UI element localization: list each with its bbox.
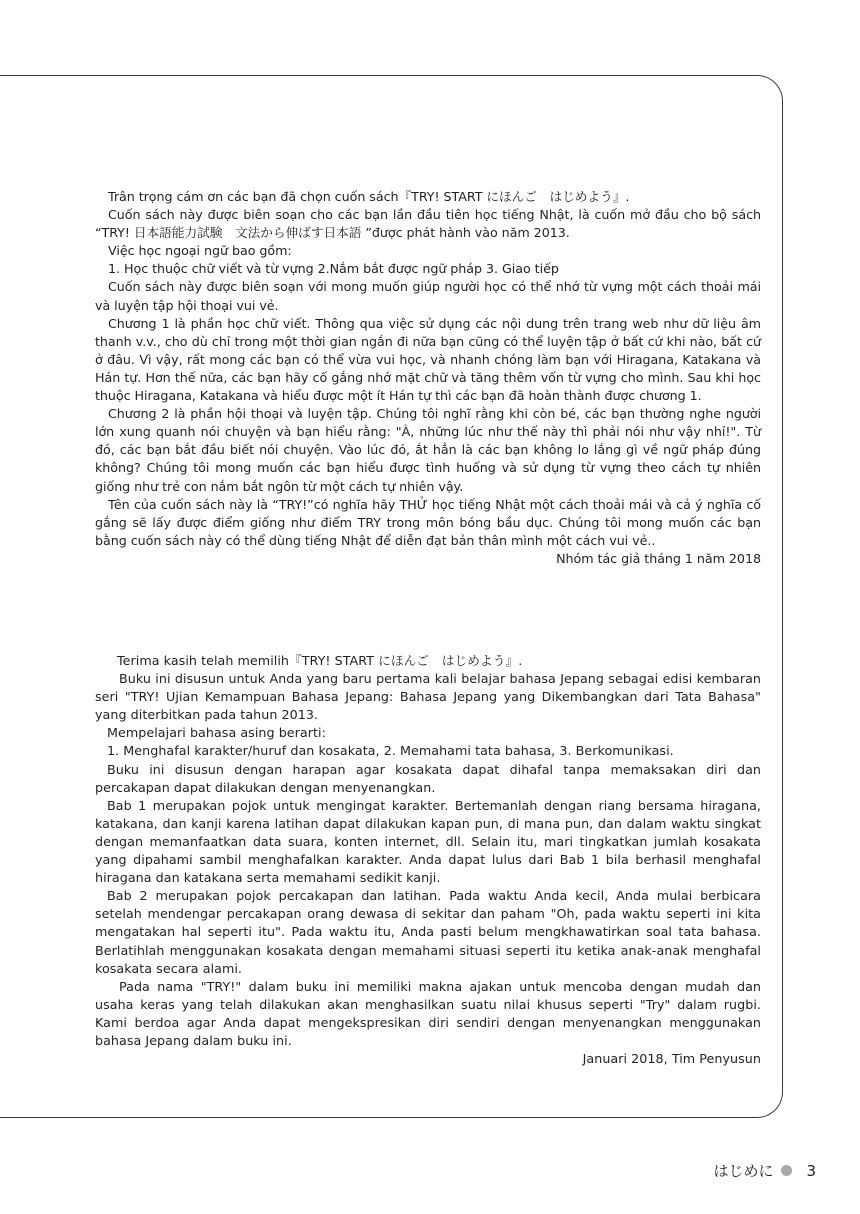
- preface-paragraph: Chương 1 là phần học chữ viết. Thông qua việc sử dụng các nội dung trên trang web như dữ liệu âm thanh v.v., cho dù chỉ trong một thời gian ngắn đi nữa bạn cũng có thể luyện tập ở bất cứ khi nào, bất cứ ở đâu. Vì vậy, rất mong các bạn có thể vừa vui học, và nhanh chóng làm bạn với Hiragana, Katakana và Hán tự. Hơn thế nữa, các bạn hãy cố gắng nhớ mặt chữ và tăng thêm vốn từ vựng cho mình. Sau khi học thuộc Hiragana, Katakana và hiểu được một ít Hán tự thì các bạn đã hoàn thành được chương 1.: [95, 315, 761, 404]
- preface-paragraph: Việc học ngoại ngữ bao gồm:: [108, 243, 292, 259]
- preface-paragraph: Buku ini disusun dengan harapan agar kosakata dapat dihafal tanpa memaksakan diri dan percakapan dapat dilakukan dengan menyenangkan.: [95, 761, 761, 795]
- preface-paragraph: Tên của cuốn sách này là “TRY!”có nghĩa hãy THỬ học tiếng Nhật một cách thoải mái và cả ý nghĩa cố gắng sẽ lấy được điểm giống như điểm TRY trong môn bóng bầu dục. Chúng tôi mong muốn các bạn bằng cuốn sách này có thể dùng tiếng Nhật để diễn đạt bản thân mình một cách vui vẻ..: [95, 496, 761, 548]
- indonesian-preface: [95, 652, 761, 1068]
- preface-paragraph: Chương 2 là phần hội thoại và luyện tập. Chúng tôi nghĩ rằng khi còn bé, các bạn thường nghe người lớn xung quanh nói chuyện và bạn hiểu rằng: "À, những lúc như thế này thì phải nói như vậy nhỉ!". Từ đó, các bạn bắt đầu biết nói chuyện. Vào lúc đó, ắt hẳn là các bạn không lo lắng gì về ngữ pháp đúng không? Chúng tôi mong muốn các bạn hiểu được tình huống và sử dụng từ vựng theo cách tự nhiên giống như trẻ con nắm bắt ngôn từ một cách tự nhiên vậy.: [95, 406, 761, 494]
- preface-list: 1. Menghafal karakter/huruf dan kosakata, 2. Memahami tata bahasa, 3. Berkomunikasi.: [107, 743, 674, 759]
- vietnamese-preface: [95, 188, 761, 568]
- preface-paragraph: Pada nama "TRY!" dalam buku ini memiliki makna ajakan untuk mencoba dengan mudah dan usaha keras yang telah dilakukan akan menghasilkan suatu nilai khusus seperti "Try" dalam rugbi. Kami berdoa agar Anda dapat mengekspresikan diri sendiri dengan menyenangkan menggunakan bahasa Jepang dalam buku ini.: [95, 978, 761, 1048]
- preface-signature: Januari 2018, Tim Penyusun: [582, 1051, 761, 1067]
- section-title: はじめに: [713, 1162, 774, 1180]
- preface-paragraph: Mempelajari bahasa asing berarti:: [107, 725, 326, 741]
- preface-paragraph: Buku ini disusun untuk Anda yang baru pertama kali belajar bahasa Jepang sebagai edisi kembaran seri "TRY! Ujian Kemampuan Bahasa Jepang: Bahasa Jepang yang Dikembangkan dari Tata Bahasa" yang diterbitkan pada tahun 2013.: [95, 671, 761, 723]
- preface-paragraph: Terima kasih telah memilih『TRY! START にほんご はじめよう』.: [117, 653, 523, 668]
- preface-paragraph: Cuốn sách này được biên soạn với mong muốn giúp người học có thể nhớ từ vựng một cách thoải mái và luyện tập hội thoại vui vẻ.: [95, 279, 761, 313]
- preface-list: 1. Học thuộc chữ viết và từ vựng 2.Nắm bắt được ngữ pháp 3. Giao tiếp: [108, 261, 559, 277]
- preface-paragraph: Trân trọng cám ơn các bạn đã chọn cuốn sách『TRY! START にほんご はじめよう』.: [108, 189, 630, 204]
- preface-signature: Nhóm tác giả tháng 1 năm 2018: [556, 550, 761, 566]
- page-footer: [713, 1160, 816, 1181]
- preface-paragraph: Bab 2 merupakan pojok percakapan dan latihan. Pada waktu Anda kecil, Anda mulai berbicara setelah mendengar percakapan orang dewasa di sekitar dan paham "Oh, pada waktu seperti ini kita mengatakan hal seperti itu". Pada waktu itu, Anda pasti belum mengkhawatirkan soal tata bahasa. Berlatihlah menggunakan kosakata dengan memahami situasi seperti itu ketika anak-anak menghafal kosakata secara alami.: [95, 888, 761, 976]
- preface-paragraph: Bab 1 merupakan pojok untuk mengingat karakter. Bertemanlah dengan riang bersama hiragana, katakana, dan kanji karena latihan dapat dilakukan kapan pun, di mana pun, dan dalam waktu singkat dengan memanfaatkan data suara, konten internet, dll. Selain itu, mari tingkatkan jumlah kosakata yang dipahami sambil menghafalkan karakter. Anda dapat lulus dari Bab 1 bila berhasil menghafal hiragana dan katakana serta memahami sedikit kanji.: [95, 797, 761, 886]
- page-number: 3: [806, 1161, 816, 1180]
- preface-paragraph: Cuốn sách này được biên soạn cho các bạn lần đầu tiên học tiếng Nhật, là cuốn mở đầu cho bộ sách “TRY! 日本語能力試験 文法から伸ばす日本語 ”được phát hành vào năm 2013.: [95, 207, 761, 241]
- bullet-dot-icon: [781, 1165, 792, 1176]
